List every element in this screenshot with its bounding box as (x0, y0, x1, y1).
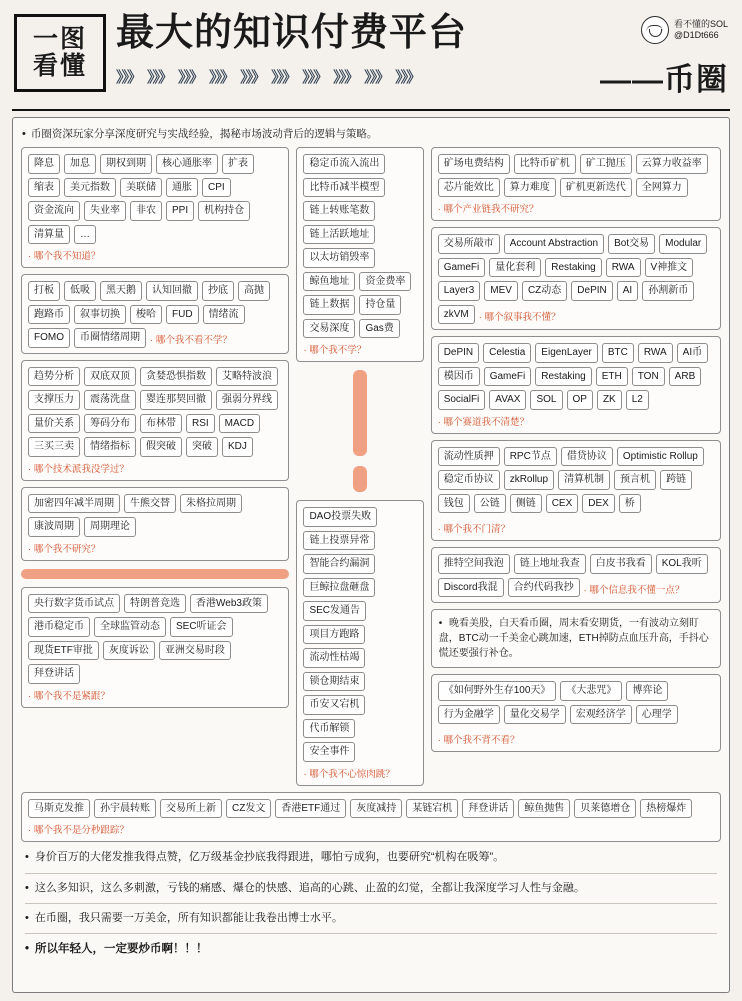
chip[interactable]: 币安又宕机 (303, 695, 365, 715)
chip-group-mining (438, 154, 714, 197)
chip[interactable]: 特朗普竞选 (124, 594, 186, 614)
footer-text: 所以年轻人，一定要炒币啊！！！ (35, 943, 208, 956)
chip[interactable]: 清算量 (28, 225, 70, 245)
chip[interactable]: 推特空间我泡 (438, 554, 510, 574)
header (12, 10, 730, 105)
chip[interactable]: SEC听证会 (170, 617, 233, 637)
chip-group-tracks (438, 343, 714, 410)
chip[interactable]: MEV (484, 281, 518, 301)
chip[interactable]: 支撑压力 (28, 390, 80, 410)
card-mining (431, 147, 721, 221)
chip[interactable]: Layer3 (438, 281, 481, 301)
footer-line-final (25, 941, 717, 957)
chip-group-policy (28, 594, 282, 684)
footer (21, 848, 721, 957)
question-label: · 哪个我不是紧跟？ (28, 688, 282, 702)
chip[interactable]: 情绪流 (203, 305, 245, 325)
chip[interactable]: TON (632, 367, 665, 387)
chip[interactable]: 跨链 (660, 470, 692, 490)
chip[interactable]: 朱格拉周期 (180, 494, 242, 514)
card-cycles (21, 487, 289, 561)
intro-text: 币圈资深玩家分享深度研究与实战经验，揭秘市场波动背后的逻辑与策略。 (30, 128, 378, 140)
chip[interactable]: 安全事件 (303, 742, 355, 762)
chip[interactable]: 宏观经济学 (570, 705, 632, 725)
chip[interactable]: AI币 (677, 343, 708, 363)
chip[interactable]: 扩表 (222, 154, 254, 174)
arrow-glyph: 》》》 (147, 69, 172, 86)
chip[interactable]: 全网算力 (636, 178, 688, 198)
brand-block (641, 16, 728, 44)
chip[interactable]: 婴连那契回撤 (140, 390, 212, 410)
bullet-dot-icon: • (25, 851, 29, 864)
question-label: · 哪个产业链我不研究？ (438, 201, 714, 215)
chip[interactable]: 香港Web3政策 (190, 594, 268, 614)
chip[interactable]: 鲸鱼地址 (303, 272, 355, 292)
footer-line (25, 911, 717, 926)
chip[interactable]: 跑路币 (28, 305, 70, 325)
chip[interactable]: 心理学 (636, 705, 678, 725)
card-books (431, 674, 721, 752)
question-label: · 哪个我不门清？ (438, 521, 510, 535)
chip[interactable]: 模因币 (438, 367, 480, 387)
chip[interactable]: 布林带 (140, 414, 182, 434)
chip[interactable]: 《大悲咒》 (560, 681, 622, 701)
header-center (116, 14, 590, 87)
chip[interactable]: 热榜爆炸 (640, 799, 692, 819)
card-people (21, 792, 721, 843)
arrow-glyph: 》》》 (333, 69, 358, 86)
chip[interactable]: 加息 (64, 154, 96, 174)
brand-name: 看不懂的SOL (673, 18, 728, 29)
chip-group-defi (438, 447, 714, 536)
footer-divider (25, 873, 717, 874)
accent-bar (21, 569, 289, 579)
chip[interactable]: 桥 (619, 494, 641, 514)
chip-group-macro (28, 154, 282, 244)
chip[interactable]: V神推文 (645, 258, 694, 278)
chip[interactable]: 云算力收益率 (636, 154, 708, 174)
chip[interactable]: 链上活跃地址 (303, 225, 375, 245)
arrow-glyph: 》》》 (116, 69, 141, 86)
chip-group-onchain (303, 154, 416, 338)
column-right (431, 147, 721, 752)
chip[interactable]: OP (567, 390, 593, 410)
chip[interactable]: Modular (659, 234, 707, 254)
chip[interactable]: 央行数字货币试点 (28, 594, 120, 614)
card-info-source (431, 547, 721, 603)
chip[interactable]: 全球监管动态 (94, 617, 166, 637)
chip[interactable]: MACD (219, 414, 260, 434)
chip[interactable]: Gas费 (359, 319, 399, 339)
chip[interactable]: 康波周期 (28, 517, 80, 537)
chip[interactable]: zkRollup (504, 470, 554, 490)
bullet-dot-icon: • (25, 881, 29, 894)
schedule-note-text: 晚看美股，白天看币圈，周末看安期货，一有波动立刻盯盘，BTC动一千美金心跳加速，ETH掉防点血压升高，手抖心慌还要强行补仓。 (438, 618, 709, 660)
chip[interactable]: RWA (638, 343, 673, 363)
header-rule (12, 109, 730, 111)
footer-text: 在币圈，我只需要一万美金，所有知识都能让我卷出博士水平。 (34, 912, 343, 924)
question-label: · 哪个叙事我不懂？ (479, 309, 561, 325)
chip[interactable]: FOMO (28, 328, 70, 348)
chip-group-narratives (438, 234, 714, 324)
question-label: · 哪个我不知道？ (28, 248, 282, 262)
chip[interactable]: 港币稳定币 (28, 617, 90, 637)
chip[interactable]: 链上地址我查 (514, 554, 586, 574)
chip[interactable]: 资金流向 (28, 201, 80, 221)
chip[interactable]: 矿工抛压 (580, 154, 632, 174)
chip[interactable]: EigenLayer (535, 343, 598, 363)
chip-group-sentiment (28, 281, 282, 348)
brand-text (674, 19, 728, 42)
chip[interactable]: 行为金融学 (438, 705, 500, 725)
chip[interactable]: 情绪指标 (84, 437, 136, 457)
chip[interactable]: 资金费率 (359, 272, 411, 292)
chip[interactable]: 拜登讲话 (462, 799, 514, 819)
chip[interactable]: 缩表 (28, 178, 60, 198)
chip[interactable]: GameFi (484, 367, 532, 387)
chip[interactable]: GameFi (438, 258, 486, 278)
chip[interactable]: Restaking (545, 258, 601, 278)
chip[interactable]: PPI (166, 201, 194, 221)
chip[interactable]: 加密四年减半周期 (28, 494, 120, 514)
arrow-glyph: 》》》 (209, 69, 234, 86)
chip[interactable]: 某链宕机 (406, 799, 458, 819)
bullet-dot-icon: • (25, 943, 30, 956)
chip[interactable]: CZ发文 (226, 799, 271, 819)
chip[interactable]: 借贷协议 (561, 447, 613, 467)
chip[interactable]: Discord我混 (438, 578, 504, 598)
chip[interactable]: SEC发通告 (303, 601, 366, 621)
schedule-note (431, 609, 721, 668)
chip[interactable]: 叙事切换 (74, 305, 126, 325)
chip[interactable]: 突破 (186, 437, 218, 457)
arrow-glyph: 》》》 (240, 69, 265, 86)
chip[interactable]: 拜登讲话 (28, 664, 80, 684)
chip[interactable]: RSI (186, 414, 215, 434)
chip[interactable]: 梭哈 (130, 305, 162, 325)
chip[interactable]: 矿机更新迭代 (560, 178, 632, 198)
chip[interactable]: SocialFi (438, 390, 486, 410)
chip[interactable]: 美联储 (120, 178, 162, 198)
chip[interactable]: 现货ETF审批 (28, 641, 99, 661)
chip[interactable]: 机构持仓 (198, 201, 250, 221)
chip[interactable]: 孙割新币 (642, 281, 694, 301)
chip[interactable]: SOL (530, 390, 562, 410)
chip[interactable]: 链上数据 (303, 295, 355, 315)
card-defi (431, 440, 721, 542)
chip[interactable]: DePIN (438, 343, 479, 363)
chip[interactable]: 链上转账笔数 (303, 201, 375, 221)
question-label: · 哪个我不学？ (303, 342, 416, 356)
chip[interactable]: 马斯克发推 (28, 799, 90, 819)
bullet-dot-icon: • (438, 618, 443, 630)
chip[interactable]: 量化交易学 (504, 705, 566, 725)
question-label: · 哪个我不背不看？ (438, 732, 520, 746)
chip[interactable]: 震荡洗盘 (84, 390, 136, 410)
question-label: · 哪个我不是分秒跟踪？ (28, 822, 714, 836)
chip[interactable]: 芯片能效比 (438, 178, 500, 198)
chip[interactable]: 贪婪恐惧指数 (140, 367, 212, 387)
intro-line (22, 127, 720, 142)
arrow-glyph: 》》》 (302, 69, 327, 86)
chip[interactable]: 流动性质押 (438, 447, 500, 467)
chip[interactable]: 双底双顶 (84, 367, 136, 387)
content-panel (12, 117, 730, 993)
chip[interactable]: 强弱分界线 (216, 390, 278, 410)
chip[interactable]: 量化套利 (489, 258, 541, 278)
chip[interactable]: 抄底 (202, 281, 234, 301)
chip[interactable]: 智能合约漏洞 (303, 554, 375, 574)
chip[interactable]: 筹码分布 (84, 414, 136, 434)
chip[interactable]: 香港ETF通过 (275, 799, 346, 819)
chip[interactable]: 灰度减持 (350, 799, 402, 819)
chip[interactable]: 比特币减半模型 (303, 178, 385, 198)
chip[interactable]: 流动性枯竭 (303, 648, 365, 668)
chip[interactable]: AVAX (489, 390, 526, 410)
chip[interactable]: 比特币矿机 (514, 154, 576, 174)
chip-row-onchain-3 (303, 319, 416, 339)
question-label: · 哪个技术派我没学过？ (28, 461, 282, 475)
chip-row-onchain-2 (303, 295, 416, 315)
chip[interactable]: RWA (606, 258, 641, 278)
chip[interactable]: DePIN (571, 281, 612, 301)
chip[interactable]: 打板 (28, 281, 60, 301)
chip[interactable]: 失业率 (84, 201, 126, 221)
chip[interactable]: 艾略特波浪 (216, 367, 278, 387)
card-sentiment (21, 274, 289, 354)
footer-divider (25, 933, 717, 934)
logo-badge (14, 14, 106, 92)
chip[interactable]: 亚洲交易时段 (159, 641, 231, 661)
chip[interactable]: RPC节点 (504, 447, 557, 467)
chip[interactable]: 趋势分析 (28, 367, 80, 387)
chip-group-cycles (28, 494, 282, 537)
chip[interactable]: KDJ (222, 437, 253, 457)
chip-group-technical (28, 367, 282, 457)
chip[interactable]: 鲸鱼抛售 (518, 799, 570, 819)
chip[interactable]: DEX (582, 494, 615, 514)
chip[interactable]: 白皮书我看 (590, 554, 652, 574)
question-label: · 哪个我不心惊肉跳？ (303, 766, 416, 780)
chip[interactable]: 矿场电费结构 (438, 154, 510, 174)
chip[interactable]: 稳定币流入流出 (303, 154, 385, 174)
card-macro (21, 147, 289, 268)
chip[interactable]: 以太坊销毁率 (303, 248, 375, 268)
chip[interactable]: 链上投票异常 (303, 531, 375, 551)
chip[interactable]: CZ动态 (522, 281, 567, 301)
chip[interactable]: 博弈论 (626, 681, 668, 701)
card-tracks (431, 336, 721, 434)
question-label: · 哪个我不看不学？ (150, 332, 232, 348)
question-label: · 哪个赛道我不清楚？ (438, 414, 714, 428)
footer-line (25, 850, 717, 865)
arrow-glyph: 》》》 (395, 69, 420, 86)
chip[interactable]: 代币解锁 (303, 719, 355, 739)
chip[interactable]: L2 (626, 390, 649, 410)
chip[interactable]: FUD (166, 305, 199, 325)
chip[interactable]: 币圈情绪周期 (74, 328, 146, 348)
footer-divider (25, 903, 717, 904)
avatar-icon (641, 16, 669, 44)
page-subtitle: ——币圈 (600, 62, 728, 97)
chip[interactable]: 孙宇晨转账 (94, 799, 156, 819)
chip[interactable]: 项目方跑路 (303, 625, 365, 645)
logo-line-2: 看懂 (32, 52, 87, 80)
chip[interactable]: Restaking (535, 367, 591, 387)
chip[interactable]: 通胀 (166, 178, 198, 198)
footer-line (25, 881, 717, 896)
card-technical (21, 360, 289, 481)
card-narratives (431, 227, 721, 330)
chip[interactable]: KOL我听 (656, 554, 708, 574)
chip[interactable]: 核心通胀率 (156, 154, 218, 174)
bullet-dot-icon: • (25, 912, 29, 924)
chip-row-onchain-1 (303, 272, 416, 292)
arrow-divider (116, 66, 590, 87)
chip[interactable]: 牛熊交替 (124, 494, 176, 514)
chip[interactable]: 低吸 (64, 281, 96, 301)
page-title: 最大的知识付费平台 (116, 12, 468, 54)
chip-group-books (438, 681, 714, 746)
question-label: · 哪个我不研究？ (28, 541, 282, 555)
chip[interactable]: 降息 (28, 154, 60, 174)
chip[interactable]: 交易所上新 (160, 799, 222, 819)
chip[interactable]: 《如何野外生存100天》 (438, 681, 557, 701)
chip[interactable]: 量价关系 (28, 414, 80, 434)
chip[interactable]: 贝莱德增仓 (574, 799, 636, 819)
chip[interactable]: 交易深度 (303, 319, 355, 339)
header-right (600, 14, 728, 99)
chip[interactable]: 稳定币协议 (438, 470, 500, 490)
chip[interactable]: CEX (546, 494, 579, 514)
chip[interactable]: 黑天鹅 (100, 281, 142, 301)
chip[interactable]: 锁仓期结束 (303, 672, 365, 692)
bullet-dot-icon: • (22, 128, 26, 140)
chip[interactable]: … (74, 225, 96, 245)
chip[interactable]: ARB (669, 367, 702, 387)
columns (21, 147, 721, 786)
chip[interactable]: BTC (602, 343, 634, 363)
footer-text: 这么多知识，这么多刺激，亏钱的痛感、爆仓的快感、追高的心跳、止盈的幻觉，全都让我深度学习人性与金融。 (34, 881, 585, 894)
chip[interactable]: CPI (202, 178, 231, 198)
chip[interactable]: 期权到期 (100, 154, 152, 174)
chip[interactable]: 三买三卖 (28, 437, 80, 457)
question-label: · 哪个信息我不懂一点？ (584, 582, 685, 598)
chip[interactable]: 高抛 (238, 281, 270, 301)
chip[interactable]: 清算机制 (558, 470, 610, 490)
chip[interactable]: 合约代码我抄 (508, 578, 580, 598)
column-middle (296, 147, 423, 786)
chip[interactable]: 巨鲸拉盘砸盘 (303, 578, 375, 598)
chip[interactable]: 灰度诉讼 (103, 641, 155, 661)
chip[interactable]: ZK (597, 390, 622, 410)
chip-group-info-source (438, 554, 714, 597)
logo-line-1: 一图 (32, 25, 87, 53)
chip[interactable]: 算力难度 (504, 178, 556, 198)
chip[interactable]: 交易所敲市 (438, 234, 500, 254)
footer-text: 身价百万的大佬发推我得点赞，亿万级基金抄底我得跟进，哪怕亏成狗，也要研究“机构在吸筹”。 (34, 851, 505, 864)
chip[interactable]: 周期理论 (84, 517, 136, 537)
arrow-glyph: 》》》 (271, 69, 296, 86)
arrow-glyph: 》》》 (364, 69, 389, 86)
chip[interactable]: Celestia (483, 343, 531, 363)
chip[interactable]: 美元指数 (64, 178, 116, 198)
chip[interactable]: 预言机 (614, 470, 656, 490)
chip[interactable]: Optimistic Rollup (617, 447, 704, 467)
chip[interactable]: Bot交易 (608, 234, 655, 254)
chip-group-people (28, 799, 714, 819)
chip[interactable]: 认知回撤 (146, 281, 198, 301)
chip[interactable]: 非农 (130, 201, 162, 221)
chip[interactable]: 钱包 (438, 494, 470, 514)
chip[interactable]: 假突破 (140, 437, 182, 457)
column-left (21, 147, 289, 708)
card-dao-news (296, 500, 423, 786)
chip[interactable]: 侧链 (510, 494, 542, 514)
chip-group-dao-news (303, 507, 416, 762)
chip[interactable]: 公链 (474, 494, 506, 514)
accent-bar-short (353, 466, 367, 492)
chip[interactable]: AI (617, 281, 638, 301)
chip[interactable]: Account Abstraction (504, 234, 604, 254)
chip[interactable]: zkVM (438, 305, 475, 325)
brand-handle: @D1Dt666 (673, 30, 719, 40)
card-onchain (296, 147, 423, 362)
chip[interactable]: 持仓量 (359, 295, 401, 315)
accent-bar-tall (353, 370, 367, 456)
chip[interactable]: ETH (596, 367, 628, 387)
arrow-glyph: 》》》 (178, 69, 203, 86)
card-policy (21, 587, 289, 708)
chip[interactable]: DAO投票失败 (303, 507, 377, 527)
